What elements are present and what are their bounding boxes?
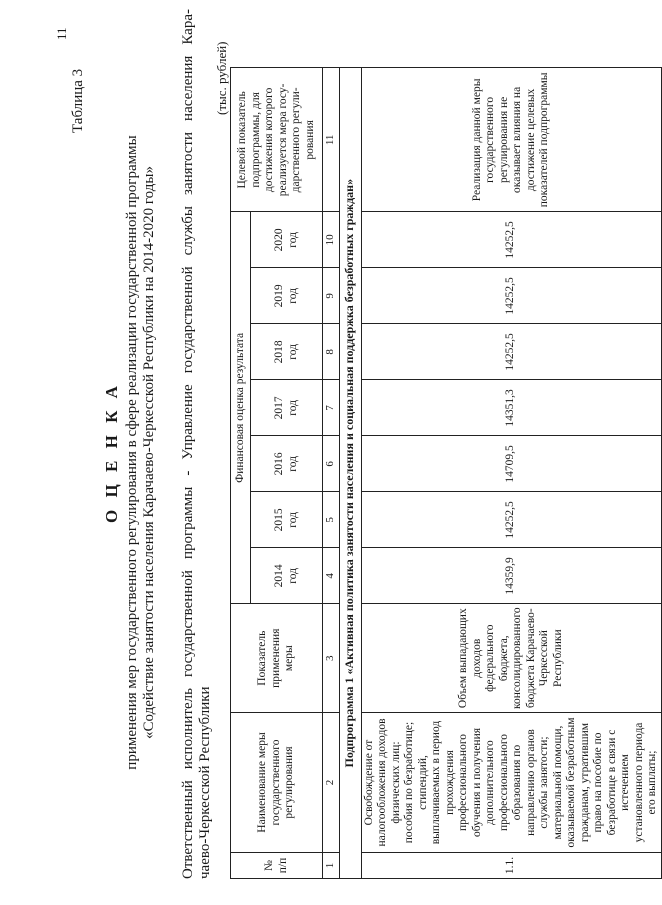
value-cell: 14359,9 [361,548,661,604]
assessment-table [230,67,662,879]
responsible-executor-line-2: чаево-Черкесской Республики [197,686,213,879]
column-number: 5 [323,492,340,548]
header-target-indicator: Целевой показатель подпрограммы, для достижения которого реализуется мера госу- дарственного регули- рования [231,68,323,212]
header-year: 2017 год [251,380,323,436]
value-cell: 14709,5 [361,436,661,492]
header-year: 2018 год [251,324,323,380]
unit-label: (тыс. рублей) [214,41,229,115]
target-indicator-description: Реализация данной меры государственного регулирования не оказывает влияния на достижение целевых показателей подпрограммы [361,68,661,212]
column-number: 4 [323,548,340,604]
subtitle-line-1: применения мер государственного регулирования в сфере реализации государственной программы [124,135,140,770]
column-number: 7 [323,380,340,436]
indicator-description: Объем выпадающих доходов федерального бюджета, консолидированного бюджета Карачаево-Черкесской Республики [361,604,661,713]
column-number: 6 [323,436,340,492]
header-indicator: Показатель применения меры [231,604,323,713]
header-year: 2015 год [251,492,323,548]
column-number: 11 [323,68,340,212]
table-label: Таблица 3 [70,68,86,133]
column-number: 9 [323,268,340,324]
responsible-executor-line-1: Ответственный исполнитель государственной программы - Управление государственной службы занятости населения Кара- [180,9,196,879]
value-cell: 14252,5 [361,268,661,324]
column-number: 3 [323,604,340,713]
subprogram-title: Подпрограмма 1 «Активная политика занятости населения и социальная поддержка безработных граждан» [339,68,361,879]
header-num: № п/п [231,853,323,879]
row-number: 1.1. [361,853,661,879]
header-year: 2019 год [251,268,323,324]
column-number: 10 [323,212,340,268]
subtitle-line-2: «Содействие занятости населения Карачаево-Черкесской Республики на 2014-2020 годы» [141,166,157,739]
value-cell: 14252,5 [361,492,661,548]
column-number: 2 [323,713,340,853]
header-year: 2014 год [251,548,323,604]
value-cell: 14351,3 [361,380,661,436]
value-cell: 14252,5 [361,324,661,380]
header-year: 2016 год [251,436,323,492]
column-number: 1 [323,853,340,879]
measure-description: Освобождение от налогообложения доходов физических лиц: пособия по безработице; стипендий, выплачиваемых в период прохождения профессионального обучения и получения дополнительного профессионального образования по направлению органов службы занятости; материальной помощи, оказываемой безработным гражданам, утратившим право на пособие по безработице в связи с истечением установленного периода его выплаты; [361,713,661,853]
document-title: О Ц Е Н К А [102,382,121,523]
page-number: 11 [54,27,69,40]
column-number: 8 [323,324,340,380]
value-cell: 14252,5 [361,212,661,268]
header-financial-assessment: Финансовая оценка результата [231,212,251,604]
header-measure-name: Наименование меры государственного регулирования [231,713,323,853]
header-year: 2020 год [251,212,323,268]
